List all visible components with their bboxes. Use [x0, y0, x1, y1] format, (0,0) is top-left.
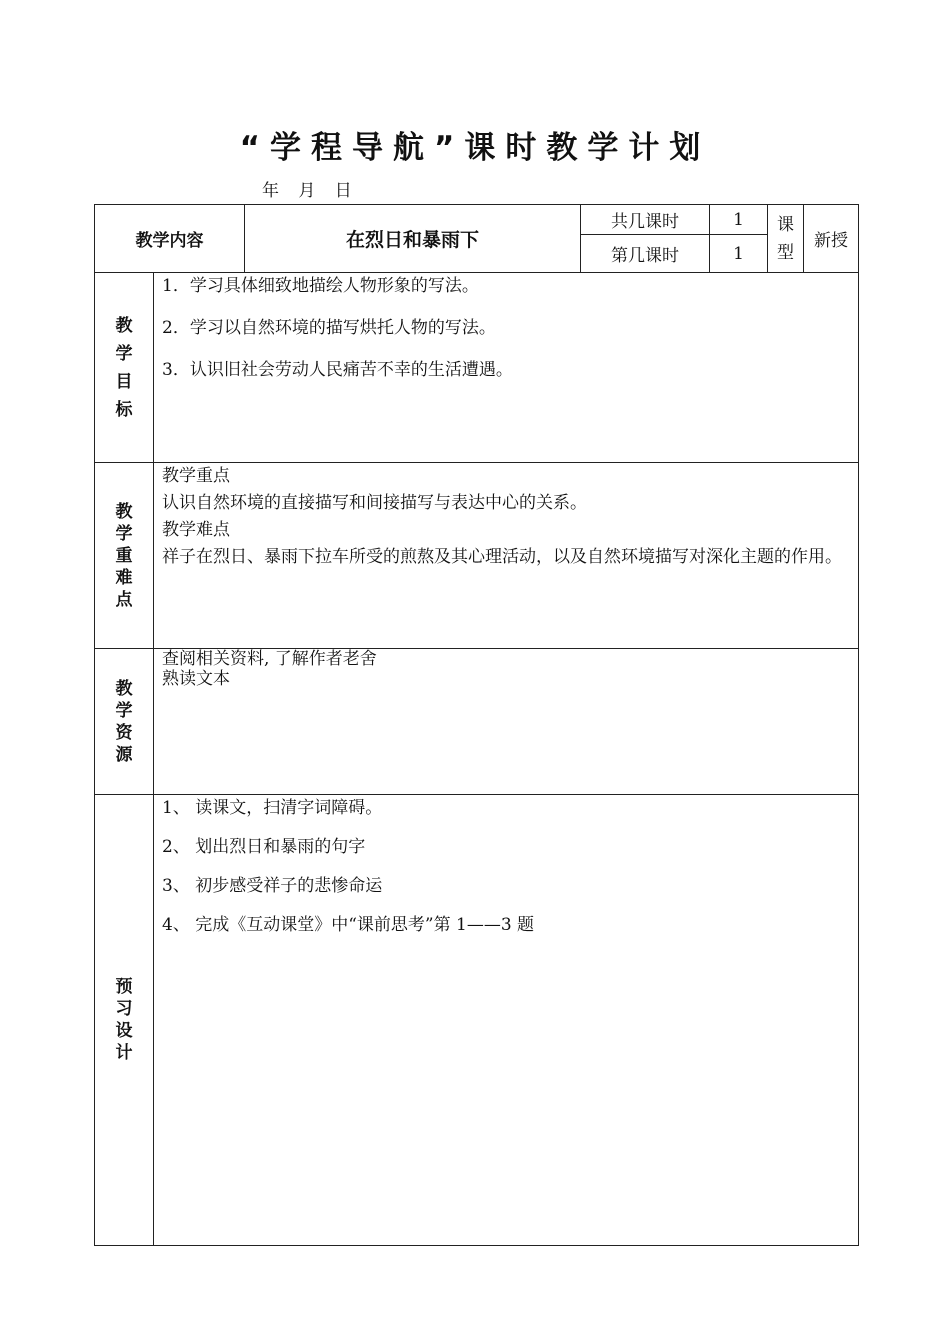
label-char: 点: [115, 589, 133, 610]
resources-content: [154, 649, 859, 795]
type-label-2: 型: [777, 242, 794, 263]
label-char: 预: [115, 977, 133, 997]
preview-row: [95, 795, 859, 1246]
key-heading: 教学重点: [162, 466, 230, 486]
objectives-label: [95, 273, 154, 463]
label-char: 学: [115, 523, 133, 544]
key-points-label: [95, 463, 154, 649]
page-title: “学程导航”课时教学计划: [239, 130, 711, 166]
objective-item: 2．学习以自然环境的描写烘托人物的写法。: [162, 318, 496, 338]
key-text: 认识自然环境的直接描写和间接描写与表达中心的关系。: [162, 493, 587, 513]
preview-content: [154, 795, 859, 1246]
label-char: 设: [115, 1021, 133, 1041]
lesson-plan-table: [94, 204, 859, 1246]
current-period-label: 第几课时: [581, 235, 710, 273]
label-char: 教: [115, 315, 133, 336]
label-char: 难: [115, 567, 133, 588]
key-points-row: [95, 463, 859, 649]
resources-row: [95, 649, 859, 795]
preview-item: 3、 初步感受祥子的悲惨命运: [162, 876, 383, 896]
content-label: 教学内容: [95, 205, 245, 273]
preview-item: 2、 划出烈日和暴雨的句字: [162, 837, 366, 857]
type-label: [768, 205, 804, 273]
current-period-value: 1: [710, 235, 768, 273]
type-label-1: 课: [777, 214, 794, 235]
total-periods-value: 1: [710, 205, 768, 235]
header-row-1: [95, 205, 859, 235]
objective-item: 1．学习具体细致地描绘人物形象的写法。: [162, 276, 479, 296]
label-char: 计: [115, 1043, 133, 1063]
label-char: 重: [115, 545, 133, 566]
label-char: 资: [115, 722, 133, 743]
label-char: 学: [115, 700, 133, 721]
label-char: 源: [115, 744, 133, 765]
preview-label: [95, 795, 154, 1246]
resource-item: 查阅相关资料, 了解作者老舍: [162, 649, 377, 669]
preview-item: 1、 读课文，扫清字词障碍。: [162, 798, 383, 818]
resource-item: 熟读文本: [162, 669, 230, 689]
total-periods-label: 共几课时: [581, 205, 710, 235]
key-points-content: [154, 463, 859, 649]
difficult-heading: 教学难点: [162, 520, 230, 540]
date-line: 年 月 日: [262, 181, 352, 201]
type-value: 新授: [804, 205, 859, 273]
objective-item: 3．认识旧社会劳动人民痛苦不幸的生活遭遇。: [162, 360, 513, 380]
label-char: 教: [115, 678, 133, 699]
lesson-title: 在烈日和暴雨下: [245, 205, 581, 273]
preview-item: 4、 完成《互动课堂》中“课前思考”第 1——3 题: [162, 915, 535, 935]
objectives-row: [95, 273, 859, 463]
label-char: 教: [115, 501, 133, 522]
objectives-content: [154, 273, 859, 463]
label-char: 目: [115, 371, 133, 392]
difficult-text: 祥子在烈日、暴雨下拉车所受的煎熬及其心理活动，以及自然环境描写对深化主题的作用。: [162, 547, 842, 567]
label-char: 学: [115, 343, 133, 364]
label-char: 标: [115, 399, 133, 420]
resources-label: [95, 649, 154, 795]
label-char: 习: [115, 999, 133, 1019]
